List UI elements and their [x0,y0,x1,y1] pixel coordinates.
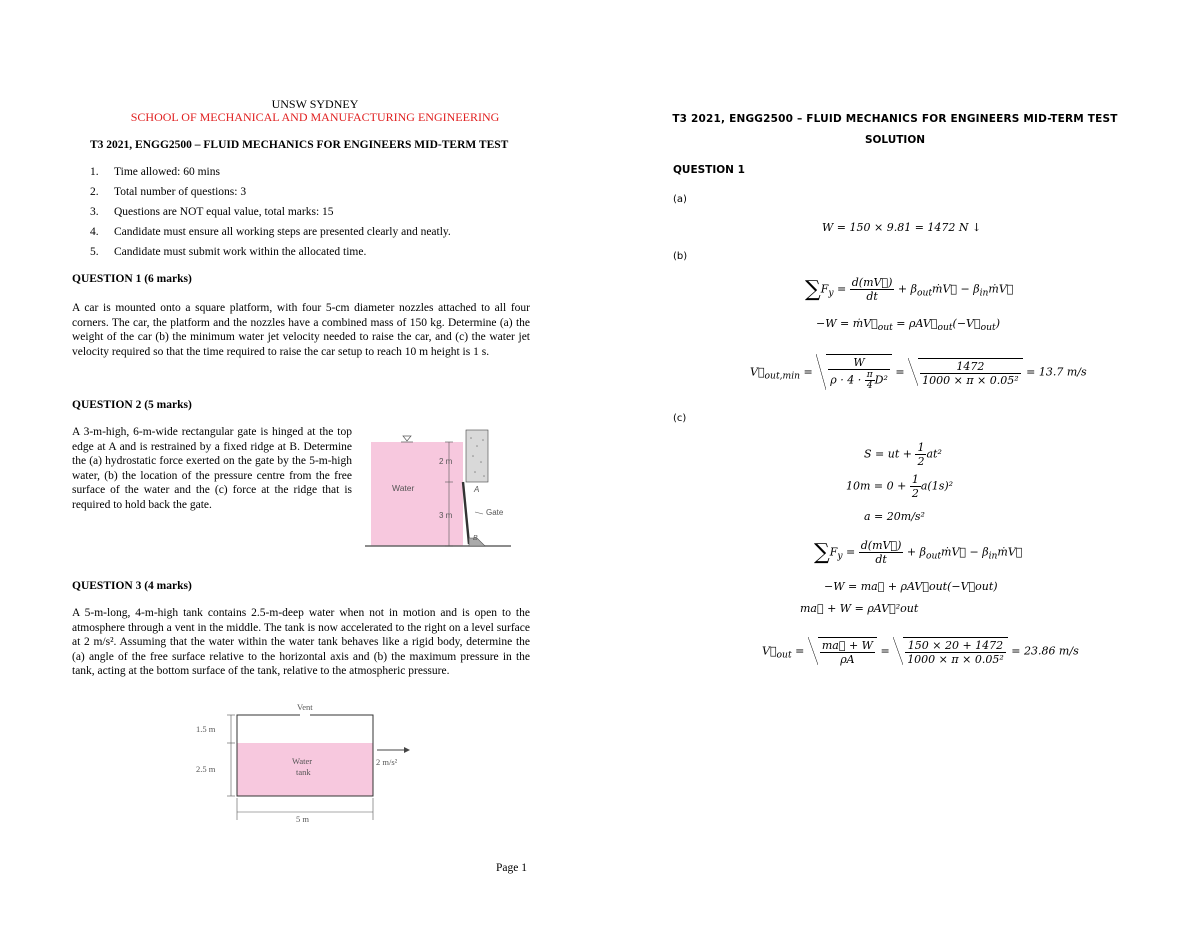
fig-water-label: Water [392,483,415,493]
q2-text: A 3-m-high, 6-m-wide rectangular gate is hinged at the top edge at A and is restrained by a fixed ridge at B. Determine the (a) hydrostatic force exerted on the gate by the 5-m-high water, (b) the location of the pressure centre from the free surface of the water and the (c) force at the ridge that is required to hold back the gate. [72,426,352,511]
rule-4: 4. Candidate must ensure all working steps are presented clearly and neatly. [90,226,451,238]
rule-5: 5. Candidate must submit work within the allocated time. [90,246,367,258]
part-b-label: (b) [673,251,688,262]
part-c-label: (c) [673,413,687,424]
test-title: T3 2021, ENGG2500 – FLUID MECHANICS FOR ENGINEERS MID-TERM TEST [90,139,509,151]
q3-title: QUESTION 3 (4 marks) [72,580,192,592]
solution-subtitle: SOLUTION [864,134,926,146]
fig-tank-label: tank [296,767,311,777]
fig-label-a: A [474,485,480,494]
eq-weight: W = 150 × 9.81 = 1472 N ↓ [822,221,982,234]
fig-dim-3m: 3 m [439,511,453,520]
fig-accel-label: 2 m/s² [376,757,398,767]
fig-dim-2m: 2 m [439,457,453,466]
gate-figure [365,428,515,554]
eq-momentum-b: $\sum F_y$ = $\frac{d(mV⃗)}{dt}$ + $\beta_{out}ṁV⃗$ − $\beta_{in}ṁV⃗$ [805,276,1014,303]
eq-force-balance-c: −W = ma⃗ + ρAV⃗out(−V⃗out) [824,580,998,593]
rule-3: 3. Questions are NOT equal value, total marks: 15 [90,206,334,218]
fig-dim-5m: 5 m [296,814,309,824]
eq-kinematics-sub: 10m = 0 + $\frac{1}{2}$ a(1s)² [846,473,954,500]
eq-vout: $V⃗_{out}$ = $\frac{ma⃗ + W}{\rho A}$ = $\frac{150 \times 20 + 1472}{\text{1000 × π × 0.05²}}$ = 23.86 m/s [762,639,1079,666]
q1-title: QUESTION 1 (6 marks) [72,273,192,285]
fig-water-label: Water [292,756,313,766]
page-number: Page 1 [496,862,527,874]
eq-force-sum-c: ma⃗ + W = ρAV⃗²out [800,602,919,615]
rule-2: 2. Total number of questions: 3 [90,186,247,198]
fig-vent-label: Vent [297,702,313,712]
q2-title: QUESTION 2 (5 marks) [72,399,192,411]
solution-q1-heading: QUESTION 1 [673,164,745,176]
eq-kinematics: S = ut + $\frac{1}{2}$ at² [864,441,942,468]
solution-title: T3 2021, ENGG2500 – FLUID MECHANICS FOR ENGINEERS MID-TERM TEST [672,113,1118,125]
tank-figure [190,700,420,826]
eq-momentum-c: $\sum F_y$ = $\frac{d(mV⃗)}{dt}$ + $\beta_{out}ṁV⃗$ − $\beta_{in}ṁV⃗$ [814,539,1023,566]
q3-text: A 5-m-long, 4-m-high tank contains 2.5-m-deep water when not in motion and is open to the atmosphere through a vent in the middle. The tank is now accelerated to the right on a level surface at 2 m/s². Assuming that the water within the water tank behaves like a rigid body, determine the (a) angle of the free surface relative to the horizontal axis and (b) the maximum pressure in the tank, acting at the bottom surface of the tank, relative to the atmospheric pressure. [72,607,530,677]
fig-dim-2-5m: 2.5 m [196,764,216,774]
school-name: SCHOOL OF MECHANICAL AND MANUFACTURING ENGINEERING [130,110,500,124]
part-a-label: (a) [673,194,687,205]
fig-dim-1-5m: 1.5 m [196,724,216,734]
rule-1: 1. Time allowed: 60 mins [90,166,220,178]
eq-vmin: $V⃗_{out,min}$ = W ρ · 4 · $\frac{\pi}{4}$ D² = $\frac{1472}{\text{1000 × π × 0.05²}}$ = 13.7 m/s [750,356,1087,391]
eq-weight-balance-b: $-W = ṁV⃗_{out}$ = $\rho AV⃗_{out}(-V⃗_{out})$ [816,317,1000,334]
q1-text: A car is mounted onto a square platform, with four 5-cm diameter nozzles attached to all four corners. The car, the platform and the nozzles have a combined mass of 150 kg. Determine (a) the weight of the car (b) the minimum water jet velocity needed to raise the car, and (c) the water jet velocity required so that the time required to raise the car setup to reach 10 m height is 1 s. [72,302,530,358]
fig-label-b: B [473,535,478,542]
eq-acceleration: a = 20m/s² [864,510,925,523]
university-name: UNSW SYDNEY [271,97,359,111]
fig-gate-label: Gate [486,508,504,517]
